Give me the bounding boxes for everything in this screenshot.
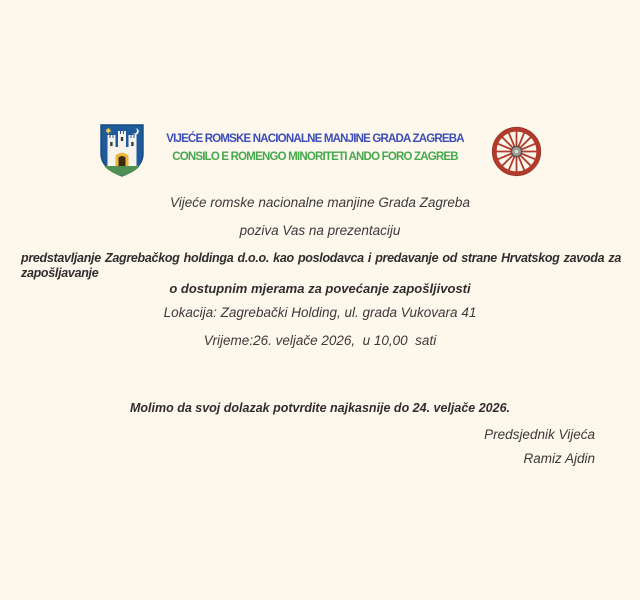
- presentation-subtopic-line: o dostupnim mjerama za povećanje zapošljivosti: [169, 281, 471, 296]
- zagreb-coat-of-arms-icon: [99, 123, 145, 178]
- roma-wheel-icon: [490, 125, 543, 178]
- header-titles: [150, 130, 480, 166]
- council-name-croatian: VIJEĆE ROMSKE NACIONALNE MANJINE GRADA ZAGREBA: [166, 133, 464, 145]
- signature-name: Ramiz Ajdin: [523, 451, 595, 466]
- rsvp-line: Molimo da svoj dolazak potvrdite najkasnije do 24. veljače 2026.: [129, 401, 510, 415]
- letterhead: [0, 122, 640, 182]
- council-name-romani: CONSILO E ROMENGO MINORITETI ANDO FORO ZAGREB: [172, 151, 458, 163]
- council-intro-line: Vijeće romske nacionalne manjine Grada Zagreba: [170, 195, 470, 210]
- signature-title: Predsjednik Vijeća: [484, 427, 595, 442]
- location-line: Lokacija: Zagrebački Holding, ul. grada Vukovara 41: [163, 305, 477, 320]
- presentation-topic-paragraph: predstavljanje Zagrebačkog holdinga d.o.o. kao poslodavca i predavanje od strane Hrvatskog zavoda za zapošljavanje: [21, 251, 621, 280]
- time-line: Vrijeme:26. veljače 2026, u 10,00 sati: [203, 333, 437, 348]
- invitation-line: poziva Vas na prezentaciju: [239, 223, 401, 238]
